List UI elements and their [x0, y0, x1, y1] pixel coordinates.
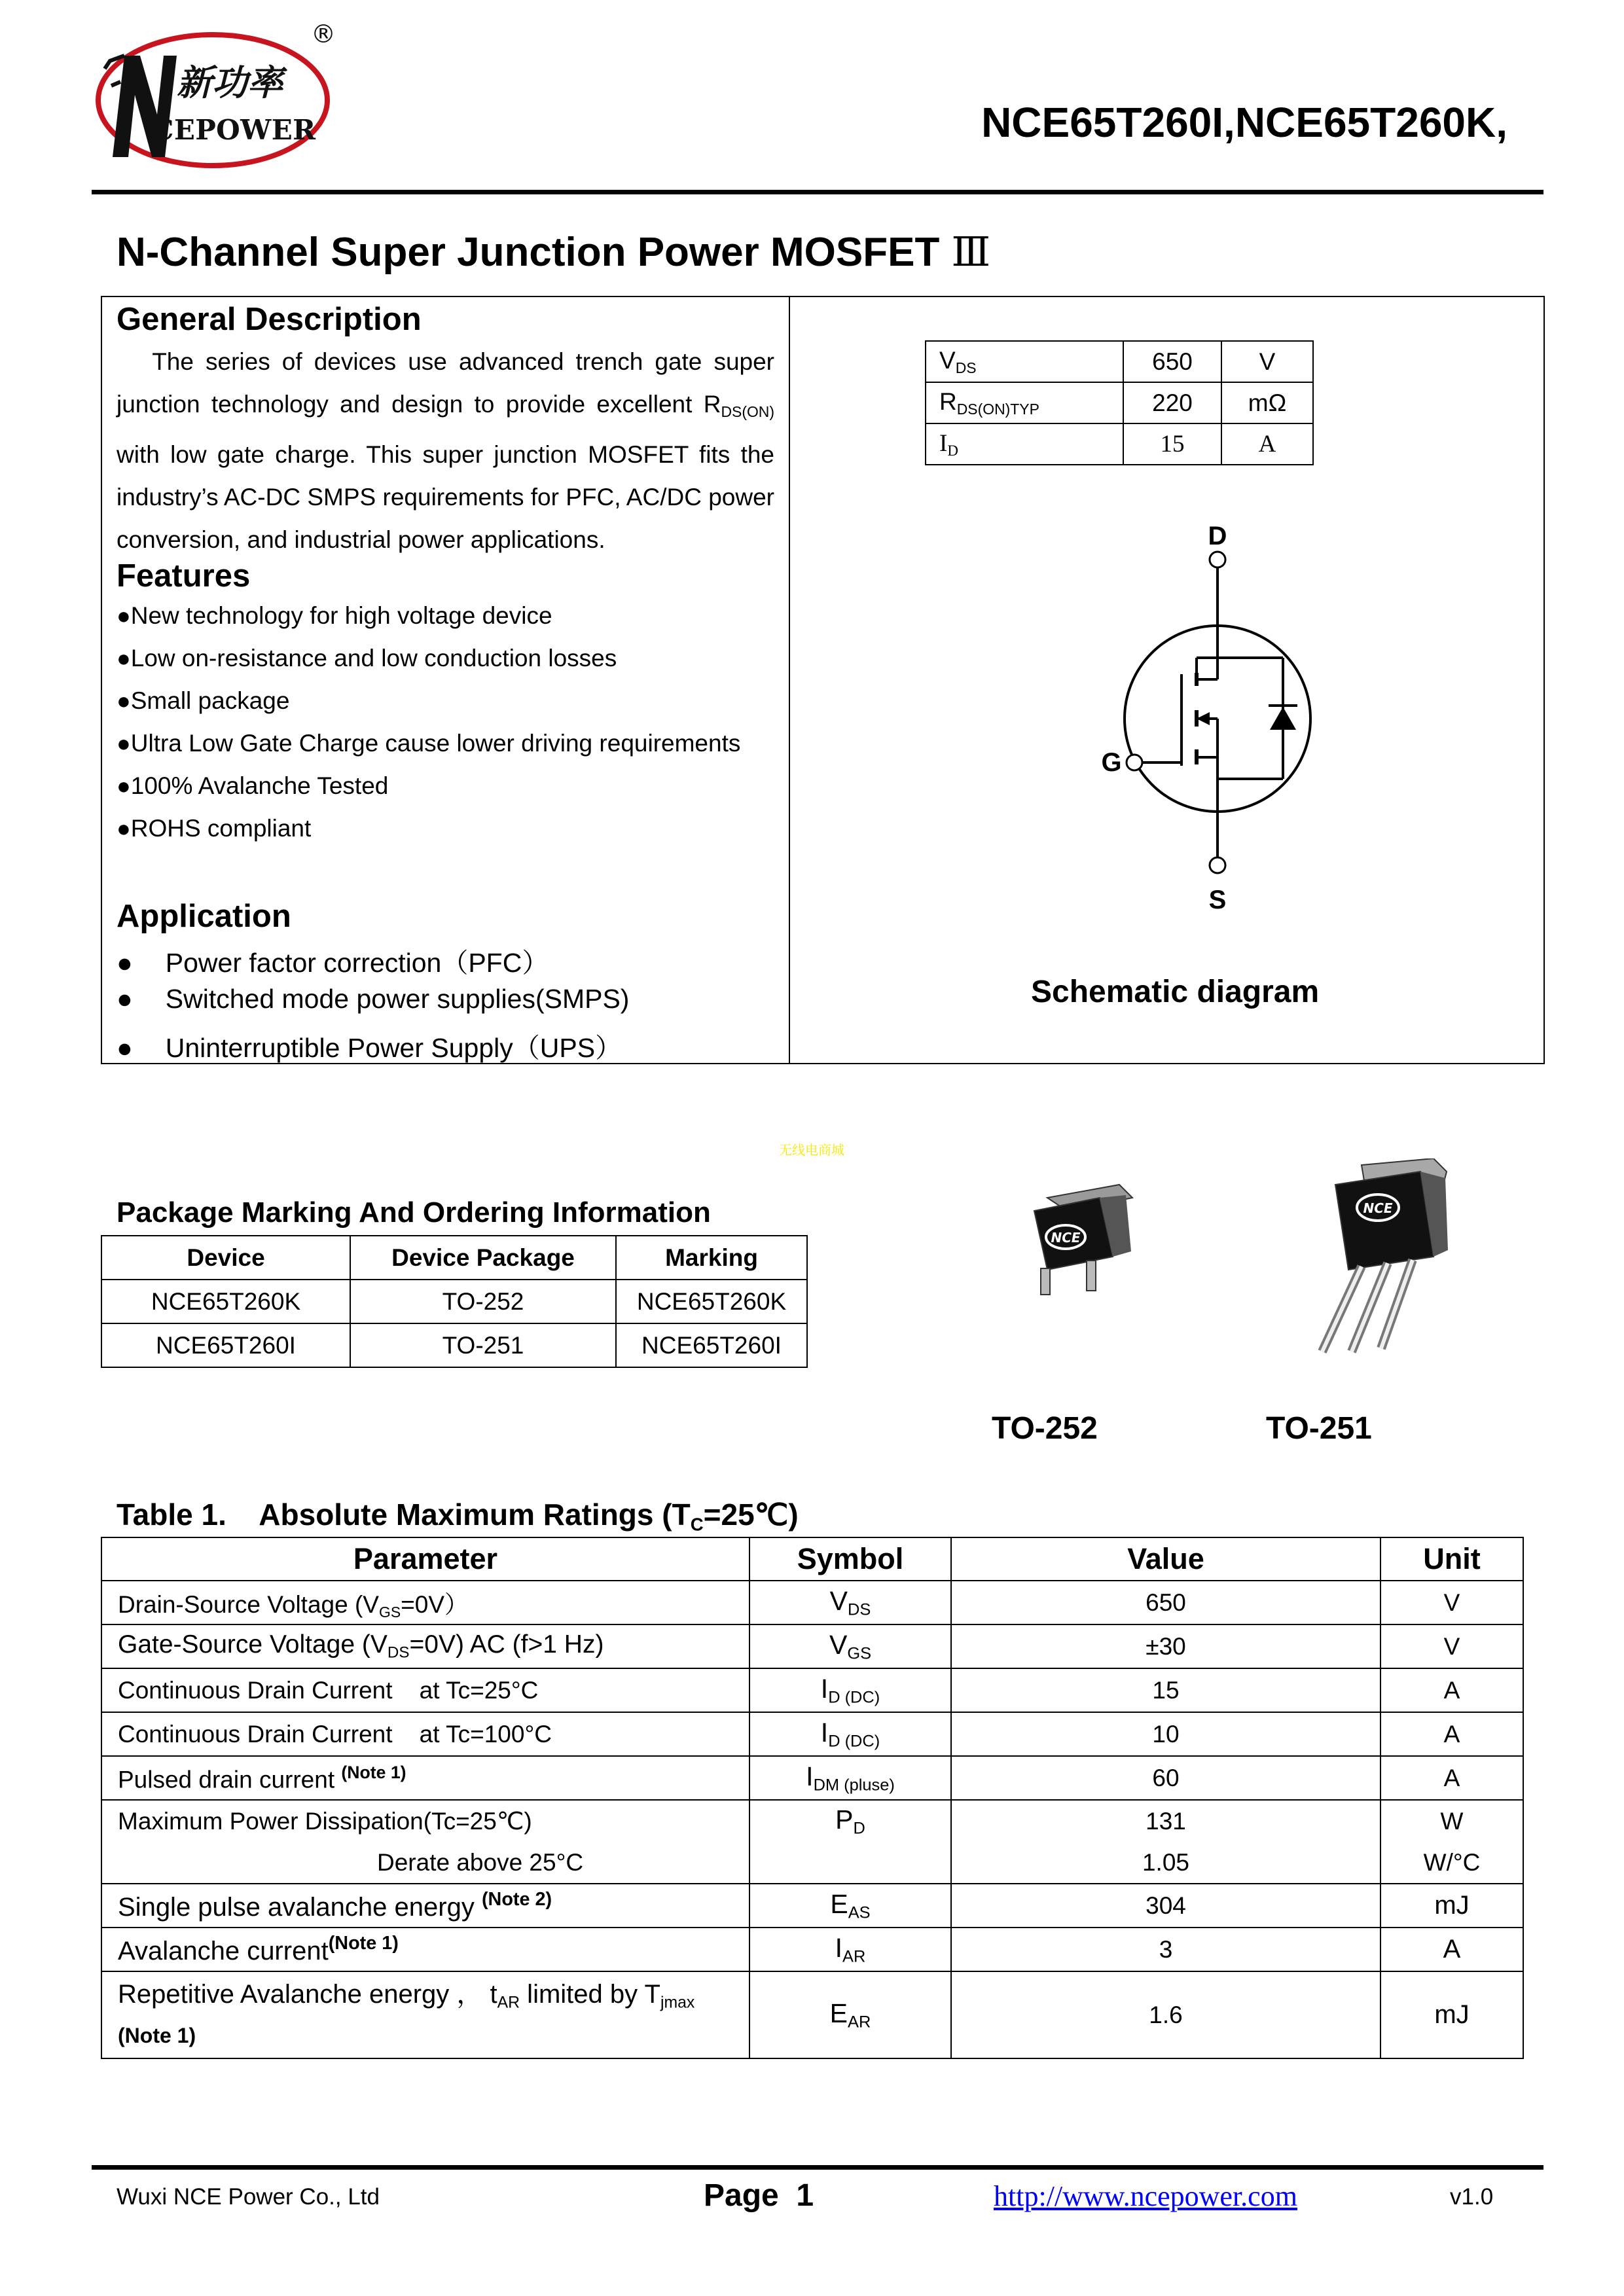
body-diode-icon [1270, 707, 1296, 730]
registered-mark: ® [311, 20, 336, 48]
table-row [101, 1668, 1523, 1712]
package-marking-table [101, 1235, 808, 1368]
value-cell: 1.6 [951, 1971, 1380, 2058]
parameter-cell: Avalanche current$^{(Note 1)}$ [101, 1928, 749, 1971]
chip-label: NCE [1363, 1200, 1393, 1216]
feature-item: ●New technology for high voltage device [117, 602, 552, 629]
ratings-heading: Table 1. Absolute Maximum Ratings $(T_C=25℃)$ [117, 1498, 799, 1535]
symbol-cell: $I_{D (DC)}$ [749, 1712, 951, 1756]
general-description-heading: General Description [117, 302, 422, 337]
spec-value: 15 [1123, 423, 1221, 465]
value-cell: 650 [951, 1581, 1380, 1624]
symbol-cell: $E_{AS}$ [749, 1884, 951, 1928]
column-header: Symbol [749, 1537, 951, 1581]
symbol-cell: $V_{GS}$ [749, 1624, 951, 1668]
spec-value: 220 [1123, 382, 1221, 423]
value-cell: 1.05 [951, 1842, 1380, 1884]
footer-company: Wuxi NCE Power Co., Ltd [117, 2184, 380, 2210]
package-label-to251: TO-251 [1266, 1411, 1372, 1446]
package-marking-heading: Package Marking And Ordering Information [117, 1196, 711, 1229]
table-row [101, 1280, 807, 1323]
table-row [101, 1928, 1523, 1971]
drain-terminal [1210, 552, 1225, 567]
page-title: N-Channel Super Junction Power MOSFET Ⅲ [117, 228, 991, 276]
table-row [101, 1581, 1523, 1624]
value-cell: 131 [951, 1800, 1380, 1842]
spec-symbol: $I_D$ [926, 423, 1123, 465]
parameter-cell: Drain-Source Voltage $(V_{GS}=0V)$ [101, 1581, 749, 1624]
parameter-cell: Pulsed drain current $^{(Note 1)}$ [101, 1756, 749, 1800]
unit-cell: W [1380, 1800, 1523, 1842]
table-row [926, 382, 1313, 423]
logo-brand-text: CEPOWER [152, 114, 316, 146]
mosfet-schematic [1021, 511, 1322, 929]
value-cell: ±30 [951, 1624, 1380, 1668]
footer-rule [92, 2165, 1543, 2170]
symbol-cell [749, 1842, 951, 1884]
source-terminal [1210, 857, 1225, 873]
parameter-cell: Maximum Power Dissipation(Tc=25℃) [101, 1800, 749, 1842]
application-item: ● Power factor correction（PFC） [117, 948, 549, 978]
feature-item: ●Ultra Low Gate Charge cause lower driving requirements [117, 730, 741, 757]
value-cell: 304 [951, 1884, 1380, 1928]
table-cell: NCE65T260K [616, 1280, 807, 1323]
part-numbers: NCE65T260I,NCE65T260K, [981, 99, 1507, 146]
symbol-cell: $I_{D (DC)}$ [749, 1668, 951, 1712]
symbol-cell: $I_{DM (pluse)}$ [749, 1756, 951, 1800]
table-row [101, 1624, 1523, 1668]
column-header: Marking [616, 1236, 807, 1280]
symbol-cell: $E_{AR}$ [749, 1971, 951, 2058]
parameter-cell: Continuous Drain Current at Tc=25°C [101, 1668, 749, 1712]
table-row [926, 423, 1313, 465]
symbol-cell: $P_D$ [749, 1800, 951, 1842]
symbol-cell: $I_{AR}$ [749, 1928, 951, 1971]
table-row [926, 341, 1313, 382]
value-cell: 60 [951, 1756, 1380, 1800]
spec-unit: A [1221, 423, 1313, 465]
column-header: Value [951, 1537, 1380, 1581]
feature-item: ●Small package [117, 687, 290, 714]
feature-item: ●100% Avalanche Tested [117, 772, 389, 799]
unit-cell: A [1380, 1756, 1523, 1800]
parameter-cell: Gate-Source Voltage $(V_{DS}=0V)$ AC (f>1 Hz) [101, 1624, 749, 1668]
table-row [101, 1323, 807, 1367]
general-description-text: The series of devices use advanced trench gate super junction technology and design to provide excellent $R_{DS(ON)}$ with low gate charge. This super junction MOSFET fits the industry’s AC-DC SMPS requirements for PFC, AC/DC power conversion, and industrial power applications. [117, 348, 774, 553]
unit-cell: V [1380, 1624, 1523, 1668]
table-row [101, 1842, 1523, 1884]
absolute-max-ratings-table [101, 1537, 1524, 2059]
table-row [101, 1884, 1523, 1928]
table-cell: TO-252 [350, 1280, 616, 1323]
table-row [101, 1712, 1523, 1756]
spec-symbol: $R_{DS(ON)TYP}$ [926, 382, 1123, 423]
application-item: ● Uninterruptible Power Supply（UPS） [117, 1033, 623, 1063]
unit-cell: mJ [1380, 1971, 1523, 2058]
parameter-cell: Single pulse avalanche energy $^{(Note 2)}$ [101, 1884, 749, 1928]
table-header-row [101, 1236, 807, 1280]
unit-cell: A [1380, 1668, 1523, 1712]
column-header: Parameter [101, 1537, 749, 1581]
parameter-cell: Derate above 25°C [101, 1842, 749, 1884]
unit-cell: V [1380, 1581, 1523, 1624]
application-item: ● Switched mode power supplies(SMPS) [117, 984, 630, 1014]
unit-cell: A [1380, 1712, 1523, 1756]
spec-unit: mΩ [1221, 382, 1313, 423]
pin-d-label: D [1208, 522, 1227, 550]
unit-cell: A [1380, 1928, 1523, 1971]
spec-value: 650 [1123, 341, 1221, 382]
table-cell: TO-251 [350, 1323, 616, 1367]
overview-divider [789, 296, 790, 1064]
table-header-row [101, 1537, 1523, 1581]
page-number: Page 1 [704, 2178, 814, 2213]
symbol-cell: $V_{DS}$ [749, 1581, 951, 1624]
table-row [101, 1756, 1523, 1800]
table-cell: NCE65T260K [101, 1280, 350, 1323]
table-row [101, 1971, 1523, 2058]
logo-chinese-text: 新功率 [177, 62, 283, 103]
features-heading: Features [117, 558, 251, 594]
table-cell: NCE65T260I [616, 1323, 807, 1367]
pin-g-label: G [1101, 748, 1122, 777]
value-cell: 15 [951, 1668, 1380, 1712]
parameter-cell: Continuous Drain Current at Tc=100°C [101, 1712, 749, 1756]
column-header: Unit [1380, 1537, 1523, 1581]
column-header: Device Package [350, 1236, 616, 1280]
to251-package-image [1309, 1158, 1460, 1361]
unit-cell: mJ [1380, 1884, 1523, 1928]
pin-s-label: S [1208, 886, 1227, 914]
schematic-caption: Schematic diagram [1031, 975, 1320, 1009]
website-link[interactable]: http://www.ncepower.com [994, 2180, 1297, 2212]
column-header: Device [101, 1236, 350, 1280]
key-spec-table [925, 340, 1314, 465]
spec-unit: V [1221, 341, 1313, 382]
spec-symbol: $V_{DS}$ [926, 341, 1123, 382]
gate-terminal [1127, 755, 1142, 770]
document-version: v1.0 [1450, 2184, 1494, 2210]
table-cell: NCE65T260I [101, 1323, 350, 1367]
application-heading: Application [117, 899, 291, 934]
header-rule [92, 190, 1543, 194]
company-logo [92, 16, 340, 180]
to252-package-image [1021, 1172, 1139, 1302]
chip-label: NCE [1051, 1230, 1081, 1246]
package-label-to252: TO-252 [992, 1411, 1098, 1446]
watermark: 无线电商城 [779, 1143, 844, 1158]
table-row [101, 1800, 1523, 1842]
unit-cell: W/°C [1380, 1842, 1523, 1884]
feature-item: ●ROHS compliant [117, 815, 312, 842]
feature-item: ●Low on-resistance and low conduction losses [117, 645, 617, 672]
value-cell: 10 [951, 1712, 1380, 1756]
value-cell: 3 [951, 1928, 1380, 1971]
parameter-cell: Repetitive Avalanche energy ， $t_{AR}$ limited by $T_{jmax}$ (Note 1) [101, 1971, 749, 2058]
